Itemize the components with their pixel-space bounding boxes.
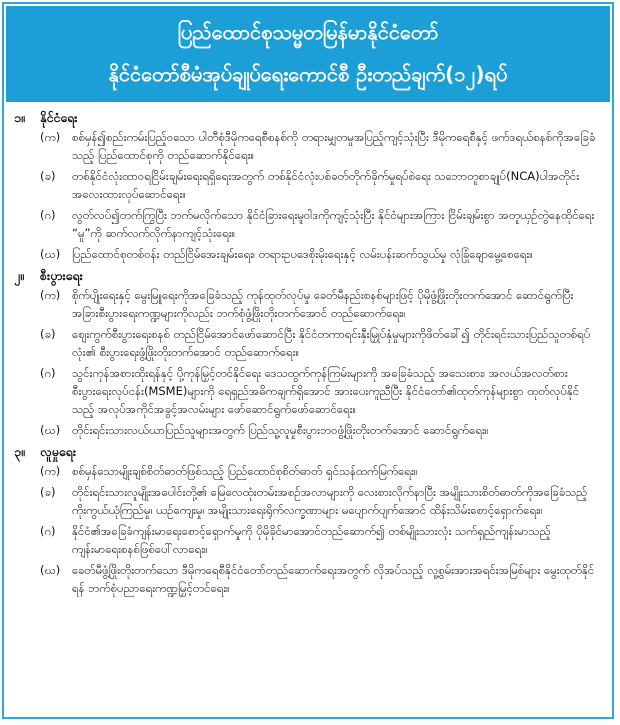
section-economic: [14, 266, 606, 439]
list-item: [14, 483, 606, 519]
item-text: ဈေးကွက်စီးပွားရေးစနစ် တည်ငြိမ်အောင်ဖော်ဆောင်ပြီး နိုင်ငံတကာရင်းနှီးမြှုပ်နှံမှုများကိုဖိတ်ခေါ်၍ တိုင်းရင်းသားပြည်သူတစ်ရပ်လုံး၏ စီးပွားရေးဖွံ့ဖြိုးတိုးတက်အောင် တည်ဆောက်ရေး။: [72, 327, 591, 359]
section-title: နိုင်ငံရေး: [40, 110, 78, 125]
list-item: [14, 128, 606, 164]
item-text: နိုင်ငံ၏အခြေခံကျန်းမာရေးစောင့်ရှောက်မှုကို ပိုမိုခိုင်မာအောင်တည်ဆောက်၍ တစ်မျိုးသားလုံး သက်ရှည်ကျန်းမာသည့် ကျန်းမာရေးစနစ်ဖြစ်ပေါ်လာရေး။: [72, 524, 551, 556]
item-marker: (ဂ): [40, 366, 56, 380]
section-number: ၃။: [14, 444, 25, 459]
list-item: [14, 286, 606, 322]
item-marker: (ခ): [40, 327, 56, 341]
item-marker: (က): [40, 130, 61, 144]
header-title-line2: နိုင်ငံတော်စီမံအုပ်ချုပ်ရေးကောင်စီ ဦးတည်ချက်(၁၂)ရပ်: [108, 62, 508, 86]
item-marker: (ဂ): [40, 208, 56, 222]
item-text: လွတ်လပ်၍တက်ကြွပြီး ဘက်မလိုက်သော နိုင်ငံခြားရေးမူဝါဒကိုကျင့်သုံးပြီး နိုင်ငံများအကြား ငြိမ်းချမ်းစွာ အတူယှဉ်တွဲနေထိုင်ရေး “မူ”ကို ဆက်လက်လိုက်နာကျင့်သုံးရေး။: [72, 208, 595, 240]
item-marker: (ဂ): [40, 524, 56, 538]
item-text: တစ်နိုင်ငံလုံးထာဝရငြိမ်းချမ်းရေးရရှိရေးအတွက် တစ်နိုင်ငံလုံးပစ်ခတ်တိုက်ခိုက်မှုရပ်စဲရေး သဘောတူစာချုပ်(NCA)ပါအတိုင်း အလေးထားလုပ်ဆောင်ရေး။: [72, 169, 580, 201]
list-item: [14, 462, 606, 480]
section-social: [14, 442, 606, 597]
item-text: သွင်းကုန်အစားထိုးရန်နှင့် ပို့ကုန်မြှင့်တင်နိုင်ရေး ဒေသထွက်ကုန်ကြမ်းများကို အခြေခံသည့် အသေးစား၊ အလယ်အလတ်စားစီးပွားရေးလုပ်ငန်း(MSME)များကို ရေရှည်အဓိကချက်ရှိအောင် အားပေးကူညီပြီး နိုင်ငံတော်၏ထုတ်ကုန်များစွာ ထုတ်လုပ်နိုင်သည့် အလုပ်အကိုင်အခွင့်အလမ်းများ ဖော်ဆောင်ရွက်ဖော်ဆောင်ရေး။: [72, 366, 580, 416]
item-text: တိုင်းရင်းသားလယ်ယာပြည်သူများအတွက် ပြည်သူ့လူမှုစီးပွားဘဝဖွံ့ဖြိုးတိုးတက်အောင် ဆောင်ရွက်ရေး။: [72, 423, 489, 437]
list-item: [14, 325, 606, 361]
list-item: [14, 206, 606, 242]
section-number: ၁။: [14, 110, 25, 125]
item-text: ခေတ်မီဖွံ့ဖြိုးတိုးတက်သော ဒီမိုကရေစီနိုင်ငံတော်တည်ဆောက်ရေးအတွက် လိုအပ်သည့် လူ့စွမ်းအားအရင်းအမြစ်များ မွေးထုတ်နိုင်ရန် ဘက်စုံပညာရေးကဏ္ဍမြှင့်တင်ရေး။: [72, 563, 595, 595]
list-item: [14, 561, 606, 597]
item-marker: (ဃ): [40, 423, 61, 437]
item-marker: (ဃ): [40, 563, 61, 577]
section-number: ၂။: [14, 268, 24, 283]
item-marker: (က): [40, 464, 61, 478]
section-heading: [14, 442, 606, 462]
header-title-line1: ပြည်ထောင်စုသမ္မတမြန်မာနိုင်ငံတော်: [177, 20, 439, 44]
list-item: [14, 522, 606, 558]
list-item: [14, 421, 606, 439]
section-political: [14, 108, 606, 263]
header-banner: [6, 6, 610, 102]
item-marker: (ဃ): [40, 247, 61, 261]
list-item: [14, 245, 606, 263]
objectives-content: [14, 108, 606, 600]
list-item: [14, 167, 606, 203]
item-text: စိုက်ပျိုးရေးနှင့် မွေးမြူရေးကိုအခြေခံသည့် ကုန်ထုတ်လုပ်မှု ခေတ်မီနည်းစနစ်များဖြင့် ပိုမိုဖွံ့ဖြိုးတိုးတက်အောင် ဆောင်ရွက်ပြီး အခြားစီးပွားရေးကဏ္ဍများကိုလည်း ဘက်စုံဖွံ့ဖြိုးတိုးတက်အောင် တည်ဆောက်ရေး။: [72, 288, 574, 320]
section-title: စီးပွားရေး: [40, 268, 83, 283]
item-marker: (က): [40, 288, 61, 302]
item-text: စစ်မှန်၍စည်းကမ်းပြည့်ဝသော ပါတီစုံဒီမိုကရေစီစနစ်ကို တရားမျှတမှုအပြည့်ကျင့်သုံးပြီး ဒီမိုကရေစီနှင့် ဖက်ဒရယ်စနစ်ကိုအခြေခံသည့် ပြည်ထောင်စုကို တည်ဆောက်နိုင်ရေး။: [72, 130, 596, 162]
document-frame: [2, 2, 614, 719]
section-heading: [14, 266, 606, 286]
item-text: စစ်မှန်သောမျိုးချစ်စိတ်ဓာတ်ဖြစ်သည့် ပြည်ထောင်စုစိတ်ဓာတ် ရှင်သန်ထက်မြက်ရေး။: [72, 464, 418, 478]
section-heading: [14, 108, 606, 128]
item-marker: (ခ): [40, 169, 56, 183]
item-text: တိုင်းရင်းသားလူမျိုးအပေါင်းတို့၏ မြေလေထုံးတမ်းအစဉ်အလာများကို လေးစားလိုက်နာပြီး အမျိုးသားစိတ်ဓာတ်ကိုအခြေခံသည့် ကိုးကွယ်ယုံကြည်မှု၊ ယဉ်ကျေးမှု၊ အမျိုးသားရေးရိုက်လက္ခဏာများ မပျောက်ပျက်အောင် ထိန်းသိမ်းစောင့်ရှောက်ရေး။: [72, 485, 588, 517]
list-item: [14, 364, 606, 418]
item-marker: (ခ): [40, 485, 56, 499]
section-title: လူမှုရေး: [40, 444, 76, 459]
item-text: ပြည်ထောင်စုတစ်ဝန်း တည်ငြိမ်အေးချမ်းရေး၊ တရားဥပဒေစိုးမိုးရေးနှင့် လမ်းပန်းဆက်သွယ်မှု လုံခြုံချောမွေ့စေရေး။: [72, 247, 533, 261]
